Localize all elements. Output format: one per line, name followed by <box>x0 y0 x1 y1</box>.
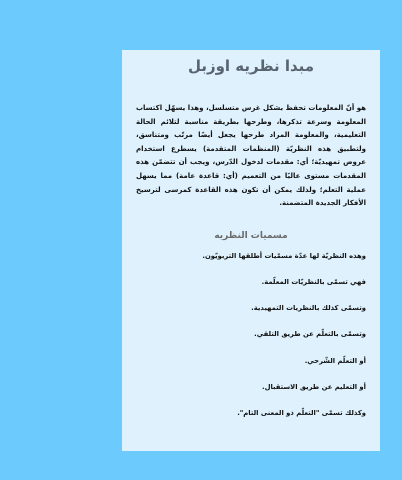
page-title: مبدا نظريه اوزبل <box>187 57 315 75</box>
content-card <box>122 50 380 451</box>
list-item: وتسمّى بالتعلّم عن طريق التلقي. <box>254 330 366 339</box>
list-item: أو التعليم عن طريق الاستقبال. <box>261 382 366 391</box>
list-item: فهي تسمّى بالنظريّات المعلّمة. <box>261 277 366 286</box>
section-subtitle: مسميات النظريه <box>214 230 288 241</box>
theory-names-list <box>136 251 366 419</box>
list-item: وهذه النظريّة لها عدّة مسمّيات أطلقها التربويّون. <box>202 251 366 260</box>
intro-paragraph: هو أنّ المعلومات تحفظ بشكل غرس متسلسل، وهذا يسهّل اكتساب المعلومة وسرعة تذكرها، وطرحها بطريقة مناسبة لتلائم الحالة التعليمية، والمعلومة المراد طرحها يجعل أيضًا مرتّب ومتناسق، ولتطبيق هذه النظريّة (المنظمات المتقدمة) يسطرع استخدام عروض تمهيديّة؛ أي: مقدمات لدخول الدّرس، ويجب أن تتضمّن هذه المقدمات مستوى عاليًا من التعميم (أي: قاعدة عامة) مما يسهل عملية التعلم؛ ولذلك يمكن أن تكون هذه القاعدة كمرسى لترسيخ الأفكار الجديدة المتضمنة. <box>136 104 366 208</box>
list-item: وكذلك تسمّى "التعلّم ذو المعنى التام". <box>237 408 366 417</box>
list-item: وتسمّى كذلك بالنظريات التمهيدية. <box>251 304 366 313</box>
list-item: أو التعلّم الشّرحي. <box>304 356 366 365</box>
